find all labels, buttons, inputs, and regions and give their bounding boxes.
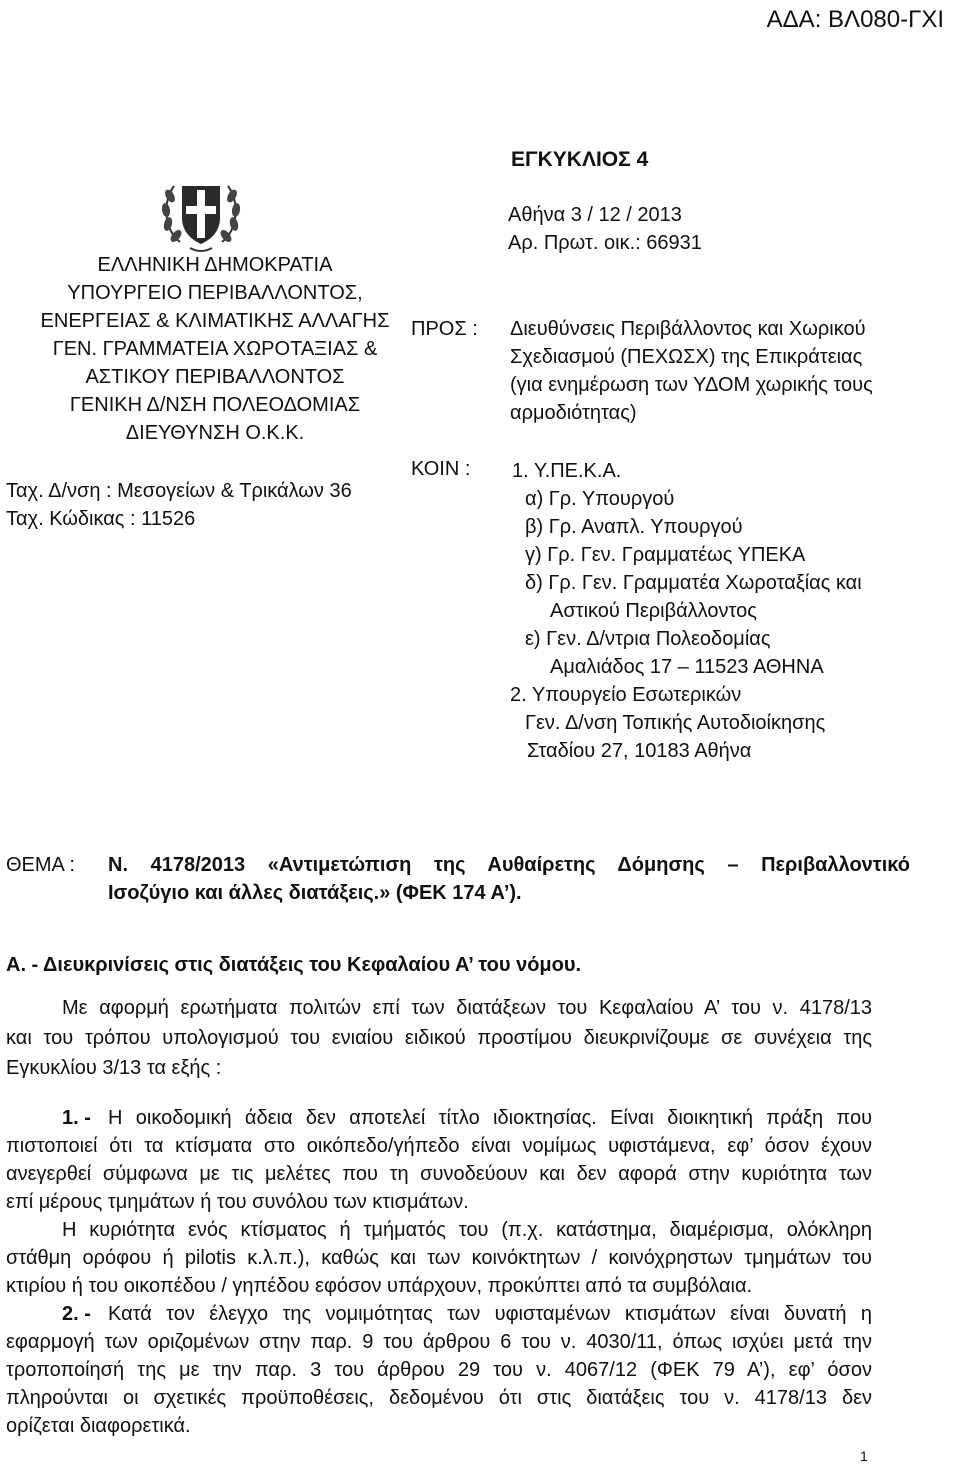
subject-line: Ν. 4178/2013 «Αντιμετώπιση της Αυθαίρετης Δόμησης – Περιβαλλοντικό — [108, 854, 910, 876]
cc-line: β) Γρ. Αναπλ. Υπουργού — [525, 516, 743, 538]
to-line: αρμοδιότητας) — [510, 402, 637, 424]
body-line: Η οικοδομική άδεια δεν αποτελεί τίτλο ιδιοκτησίας. Είναι διοικητική πράξη που — [108, 1107, 872, 1129]
to-label: ΠΡΟΣ : — [411, 318, 478, 340]
cc-line: γ) Γρ. Γεν. Γραμματέως ΥΠΕΚΑ — [525, 544, 806, 566]
page-number: 1 — [860, 1448, 868, 1464]
ada-code: ΑΔΑ: ΒΛ080-ΓΧΙ — [766, 6, 944, 33]
body-line: Με αφορμή ερωτήματα πολιτών επί των διατάξεων του Κεφαλαίου Α’ του ν. 4178/13 — [62, 997, 872, 1019]
sender-address: Ταχ. Δ/νση : Μεσογείων & Τρικάλων 36 — [6, 480, 352, 502]
sender-postcode: Ταχ. Κώδικας : 11526 — [6, 508, 196, 530]
cc-line: δ) Γρ. Γεν. Γραμματέα Χωροταξίας και — [525, 572, 862, 594]
body-line: Η κυριότητα ενός κτίσματος ή τμήματός του (π.χ. κατάστημα, διαμέρισμα, ολόκληρη — [62, 1219, 872, 1241]
body-line: ανεγερθεί σύμφωνα με τις μελέτες που τη συνοδεύουν και δεν αφορά στην κυριότητα των — [6, 1163, 872, 1185]
cc-line: 2. Υπουργείο Εσωτερικών — [510, 684, 742, 706]
cc-line: Σταδίου 27, 10183 Αθήνα — [527, 740, 752, 762]
to-line: Σχεδιασμού (ΠΕΧΩΣΧ) της Επικράτειας — [510, 346, 863, 368]
document-date: Αθήνα 3 / 12 / 2013 — [508, 204, 682, 226]
body-line: κτιρίου ή του οικοπέδου / γηπέδου εφόσον υπάρχουν, προκύπτει από τα συμβόλαια. — [6, 1275, 753, 1297]
sender-line: ΕΛΛΗΝΙΚΗ ΔΗΜΟΚΡΑΤΙΑ — [97, 254, 333, 276]
cc-label: ΚΟΙΝ : — [411, 458, 471, 480]
cc-line: Αστικού Περιβάλλοντος — [550, 600, 757, 622]
body-line: επί μέρους τμημάτων ή του συνόλου των κτισμάτων. — [6, 1191, 469, 1213]
body-line: ορίζεται διαφορετικά. — [6, 1415, 191, 1437]
body-line: πιστοποιεί ότι τα κτίσματα στο οικόπεδο/γήπεδο είναι νομίμως υφιστάμενα, εφ’ όσον έχουν — [6, 1135, 872, 1157]
body-line: Εγκυκλίου 3/13 τα εξής : — [6, 1057, 222, 1079]
circular-title: ΕΓΚΥΚΛΙΟΣ 4 — [511, 148, 649, 171]
sender-line: ΓΕΝΙΚΗ Δ/ΝΣΗ ΠΟΛΕΟΔΟΜΙΑΣ — [69, 394, 361, 416]
body-line: και του τρόπου υπολογισμού του ενιαίου ειδικού προστίμου διευκρινίζουμε σε συνέχεια της — [6, 1027, 872, 1049]
cc-line: Αμαλιάδος 17 – 11523 ΑΘΗΝΑ — [550, 656, 824, 678]
sender-line: ΑΣΤΙΚΟΥ ΠΕΡΙΒΑΛΛΟΝΤΟΣ — [85, 366, 345, 388]
cc-line: Γεν. Δ/νση Τοπικής Αυτοδιοίκησης — [525, 712, 826, 734]
cc-line: 1. Υ.ΠΕ.Κ.Α. — [512, 460, 622, 482]
subject-label: ΘΕΜΑ : — [6, 854, 75, 876]
sender-line: ΥΠΟΥΡΓΕΙΟ ΠΕΡΙΒΑΛΛΟΝΤΟΣ, — [67, 282, 363, 304]
sender-line: ΕΝΕΡΓΕΙΑΣ & ΚΛΙΜΑΤΙΚΗΣ ΑΛΛΑΓΗΣ — [40, 310, 390, 332]
sender-line: ΓΕΝ. ΓΡΑΜΜΑΤΕΙΑ ΧΩΡΟΤΑΞΙΑΣ & — [52, 338, 378, 360]
protocol-number: Αρ. Πρωτ. οικ.: 66931 — [508, 232, 702, 254]
cc-line: ε) Γεν. Δ/ντρια Πολεοδομίας — [525, 628, 771, 650]
greek-state-emblem-icon — [158, 172, 244, 258]
body-line: Κατά τον έλεγχο της νομιμότητας των υφισταμένων κτισμάτων είναι δυνατή η — [108, 1303, 872, 1325]
body-line: τροποποίησή της με την παρ. 3 του άρθρου 29 του ν. 4067/12 (ΦΕΚ 79 Α’), εφ’ όσον — [6, 1359, 872, 1381]
item-number: 1. - — [62, 1107, 91, 1129]
body-line: πληρούνται οι σχετικές προϋποθέσεις, δεδομένου ότι στις διατάξεις του ν. 4178/13 δεν — [6, 1387, 872, 1409]
cc-line: α) Γρ. Υπουργού — [525, 488, 675, 510]
subject-line: Ισοζύγιο και άλλες διατάξεις.» (ΦΕΚ 174 Α’). — [108, 882, 522, 904]
item-number: 2. - — [62, 1303, 91, 1325]
to-line: (για ενημέρωση των ΥΔΟΜ χωρικής τους — [510, 374, 873, 396]
body-line: εφαρμογή των οριζομένων στην παρ. 9 του άρθρου 6 του ν. 4030/11, όπως ισχύει μετά την — [6, 1331, 872, 1353]
section-title: Α. - Διευκρινίσεις στις διατάξεις του Κεφαλαίου Α’ του νόμου. — [6, 954, 582, 976]
body-line: στάθμη ορόφου ή pilotis κ.λ.π.), καθώς και των κοινόκτητων / κοινόχρηστων τμημάτων του — [6, 1247, 872, 1269]
sender-line: ΔΙΕΥΘΥΝΣΗ Ο.Κ.Κ. — [125, 422, 305, 444]
to-line: Διευθύνσεις Περιβάλλοντος και Χωρικού — [510, 318, 866, 340]
